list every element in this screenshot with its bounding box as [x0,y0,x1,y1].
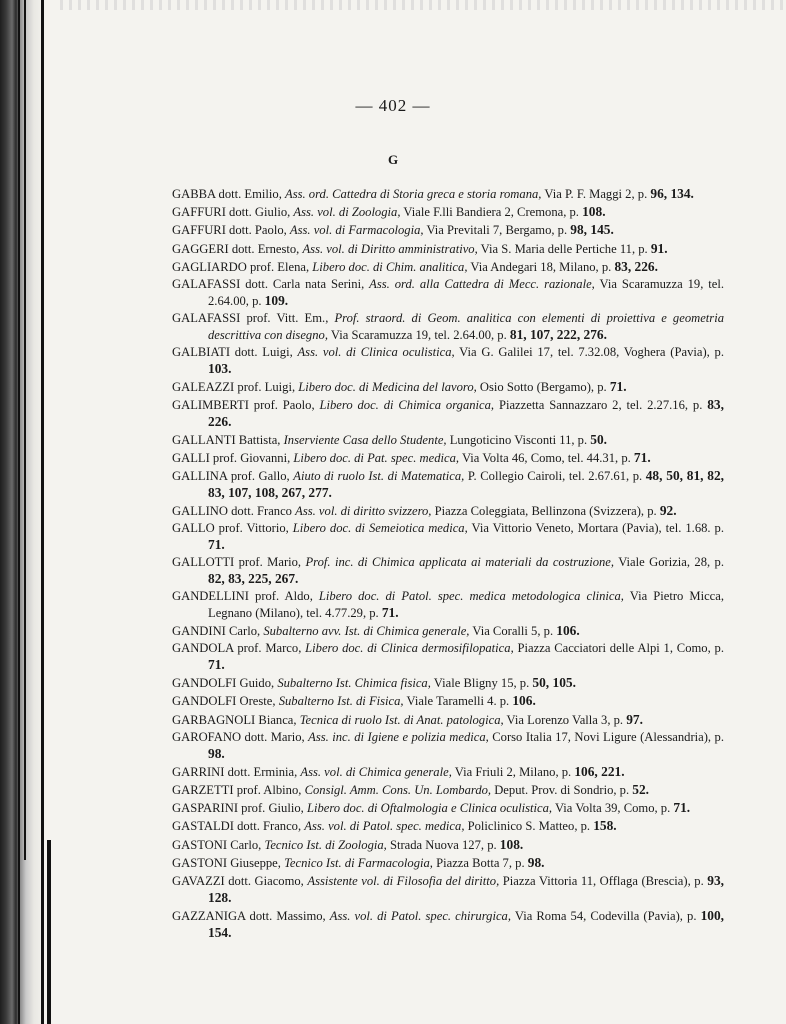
entry-address: Corso Italia 17, Novi Ligure (Alessandria), p. [488,729,724,744]
entry-role: Libero doc. di Patol. spec. medica metodologica clinica, [318,589,624,604]
entry-title: dott. Mario, [241,729,309,744]
entry-address: Piazza Coleggiata, Bellinzona (Svizzera), p. [431,504,660,519]
entry-pages: 158. [593,818,617,834]
entry-name: GALLINA [172,469,228,484]
directory-entry [172,908,724,941]
entry-name: GANDELLINI [172,589,249,604]
entry-role: Libero doc. di Chim. analitica, [312,259,468,274]
entry-name: GAROFANO [172,729,242,744]
entry-address: Via Pietro Micca, Legnano (Milano), tel. 4.77.29, p. [208,589,725,620]
entry-address: P. Collegio Cairoli, tel. 2.67.61, p. [464,469,646,484]
entry-name: GALIMBERTI [172,397,249,412]
entry-pages: 93, 128. [208,872,724,905]
entry-role: Consigl. Amm. Cons. Un. Lombardo, [304,782,492,797]
entry-title: dott. Luigi, [230,344,298,359]
entry-pages: 71. [381,604,399,620]
entry-name: GALBIATI [172,344,231,359]
entry-title: prof. Albino, [233,782,305,797]
entry-name: GASPARINI [172,801,239,816]
entry-title: dott. Carla nata Serini, [240,277,370,292]
directory-entry [172,345,724,377]
directory-entries [172,186,724,943]
entry-name: GAGLIARDO [172,259,247,274]
entry-role: Ass. vol. di Patol. spec. chirurgica, [329,908,511,923]
entry-role: Libero doc. di Pat. spec. medica, [293,451,460,466]
directory-entry [172,503,724,520]
entry-name: GALLINO [172,504,228,519]
entry-address: Piazza Botta 7, p. [432,855,528,870]
entry-address: Via G. Galilei 17, tel. 7.32.08, Voghera (Pavia), p. [454,344,724,359]
entry-pages: 106, 221. [574,763,625,779]
entry-name: GAGGERI [172,241,229,256]
entry-pages: 83, 226. [208,396,724,429]
entry-title: Guido, [236,676,278,691]
entry-name: GANDOLA [172,641,234,656]
directory-entry [172,397,724,430]
entry-role: Ass. vol. di Chimica generale, [300,764,452,779]
entry-pages: 108. [582,204,606,220]
entry-role: Tecnico Ist. di Zoologia, [264,837,387,852]
entry-pages: 91. [650,240,668,256]
entry-title: prof. Aldo, [248,589,319,604]
entry-role: Ass. ord. alla Cattedra di Mecc. razionale, [369,277,595,292]
entry-pages: 50, 105. [532,675,576,691]
entry-name: GARZETTI [172,782,234,797]
entry-address: Viale Gorizia, 28, p. [614,555,724,570]
page-number: — 402 — [355,96,431,115]
entry-title: Bianca, [255,712,300,727]
entry-pages: 81, 107, 222, 276. [509,326,607,342]
entry-title: prof. Giovanni, [209,451,294,466]
entry-address: Osio Sotto (Bergamo), p. [476,379,610,394]
entry-name: GAVAZZI [172,873,225,888]
entry-title: dott. Emilio, [215,187,286,201]
directory-entry [172,379,724,396]
entry-title: prof. Giulio, [238,801,307,816]
entry-title: prof. Mario, [234,555,306,570]
entry-title: Carlo, [225,624,264,639]
entry-name: GASTALDI [172,819,234,834]
directory-entry [172,521,724,553]
directory-entry [172,782,724,799]
directory-entry [172,800,724,817]
entry-address: Piazza Vittoria 11, Offlaga (Brescia), p. [499,873,708,888]
entry-title: dott. Franco, [233,819,305,834]
directory-entry [172,450,724,467]
entry-address: Via Roma 54, Codevilla (Pavia), p. [511,908,701,923]
entry-name: GAZZANIGA [172,908,246,923]
directory-entry [172,855,724,872]
binding-streak [24,0,26,860]
entry-address: Viale Taramelli 4. p. [403,694,513,709]
entry-name: GANDINI [172,624,226,639]
entry-address: Via S. Maria delle Pertiche 11, p. [477,241,651,256]
entry-address: Via Scaramuzza 19, tel. 2.64.00, p. [208,277,724,308]
entry-title: dott. Giulio, [225,205,294,220]
entry-address: Via Andegari 18, Milano, p. [467,259,615,274]
entry-pages: 71. [609,378,627,394]
entry-title: prof. Marco, [233,641,306,656]
entry-address: Piazza Cacciatori delle Alpi 1, Como, p. [513,641,725,656]
entry-name: GAFFURI [172,223,226,238]
entry-address: Via Coralli 5, p. [469,624,557,639]
entry-pages: 106. [512,693,536,709]
entry-name: GANDOLFI [172,694,237,709]
entry-pages: 98. [527,854,545,870]
entry-title: Battista, [235,432,284,447]
entry-address: Via Friuli 2, Milano, p. [451,764,575,779]
entry-role: Libero doc. di Medicina del lavoro, [298,379,477,394]
entry-address: Policlinico S. Matteo, p. [464,819,594,834]
entry-name: GALLOTTI [172,555,235,570]
directory-entry [172,589,724,621]
entry-role: Ass. vol. di Patol. spec. medica, [304,819,465,834]
entry-role: Ass. vol. di Farmacologia, [289,223,424,238]
entry-pages: 92. [659,503,677,519]
entry-title: prof. Vitt. Em., [240,310,335,325]
entry-pages: 71. [208,537,225,553]
entry-name: GASTONI [172,855,228,870]
entry-title: Giuseppe, [227,855,285,870]
directory-entry [172,432,724,449]
entry-address: Viale Bligny 15, p. [430,676,533,691]
directory-entry [172,730,724,762]
directory-entry [172,204,724,221]
entry-role: Aiuto di ruolo Ist. di Matematica, [293,469,465,484]
entry-role: Subalterno avv. Ist. di Chimica generale, [263,624,470,639]
entry-role: Assistente vol. di Filosofia del diritto, [307,873,500,888]
directory-entry [172,186,724,203]
entry-role: Ass. vol. di Zoologia, [293,205,401,220]
directory-entry [172,873,724,906]
directory-entry [172,222,724,239]
directory-entry [172,277,724,309]
entry-pages: 100, 154. [208,907,724,940]
entry-pages: 50. [590,431,608,447]
entry-name: GALAFASSI [172,277,241,292]
entry-pages: 96, 134. [650,186,694,201]
entry-pages: 98. [208,745,225,761]
entry-role: Tecnica di ruolo Ist. di Anat. patologica, [299,712,504,727]
entry-role: Ass. vol. di Diritto amministrativo, [302,241,478,256]
entry-pages: 109. [264,292,289,308]
directory-entry [172,675,724,692]
entry-title: Carlo, [227,837,265,852]
entry-name: GALAFASSI [172,310,241,325]
entry-pages: 108. [499,836,524,852]
entry-name: GASTONI [172,837,228,852]
entry-role: Ass. ord. Cattedra di Storia greca e storia romana, [285,187,542,201]
entry-title: prof. Luigi, [234,379,299,394]
entry-pages: 71. [633,450,651,466]
entry-title: Oreste, [236,694,279,709]
entry-role: Subalterno Ist. di Fisica, [278,694,404,709]
entry-role: Libero doc. di Oftalmologia e Clinica oculistica, [306,801,553,816]
directory-entry [172,311,724,343]
entry-name: GARRINI [172,764,225,779]
directory-entry [172,712,724,729]
directory-entry [172,764,724,781]
entry-address: Via Scaramuzza 19, tel. 2.64.00, p. [327,327,510,342]
directory-entry [172,468,724,501]
entry-address: Via Previtali 7, Bergamo, p. [423,223,571,238]
entry-title: prof. Elena, [246,259,313,274]
entry-title: dott. Massimo, [245,908,330,923]
entry-title: prof. Gallo, [227,469,294,484]
scan-top-noise [60,0,786,10]
directory-entry [172,818,724,835]
entry-pages: 82, 83, 225, 267. [208,570,299,586]
entry-title: dott. Giacomo, [224,873,308,888]
entry-pages: 48, 50, 81, 82, 83, 107, 108, 267, 277. [208,468,725,500]
entry-role: Prof. straord. di Geom. analitica con elementi di proiettiva e geometria descrittiva con disegno, [208,310,725,342]
entry-role: Libero doc. di Semeiotica medica, [292,521,468,536]
section-letter: G [387,152,399,167]
directory-entry [172,241,724,258]
entry-name: GALLANTI [172,432,236,447]
entry-title: dott. Ernesto, [228,241,303,256]
entry-pages: 103. [208,360,232,376]
entry-address: Via Volta 39, Como, p. [552,801,674,816]
directory-entry [172,555,724,587]
entry-role: Prof. inc. di Chimica applicata ai materiali da costruzione, [305,555,615,570]
entry-address: Via P. F. Maggi 2, p. [541,187,651,201]
entry-name: GARBAGNOLI [172,712,256,727]
entry-name: GALLI [172,451,210,466]
entry-address: Piazzetta Sannazzaro 2, tel. 2.27.16, p. [494,397,708,412]
entry-address: Via Vittorio Veneto, Mortara (Pavia), tel. 1.68. p. [467,521,725,536]
directory-entry [172,837,724,854]
entry-role: Ass. vol. di diritto svizzero, [295,504,432,519]
entry-pages: 71. [673,800,691,816]
entry-role: Inserviente Casa dello Studente, [283,432,447,447]
entry-name: GABBA [172,187,216,201]
entry-address: Via Volta 46, Como, tel. 44.31, p. [459,451,634,466]
entry-title: dott. Erminia, [224,764,301,779]
entry-address: Lungoticino Visconti 11, p. [446,432,591,447]
entry-title: prof. Vittorio, [214,521,293,536]
entry-title: dott. Paolo, [225,223,290,238]
directory-entry [172,693,724,710]
entry-role: Libero doc. di Clinica dermosifilopatica, [305,641,514,656]
entry-address: Viale F.lli Bandiera 2, Cremona, p. [400,205,583,220]
entry-pages: 71. [208,656,225,672]
entry-role: Tecnico Ist. di Farmacologia, [284,855,433,870]
entry-title: dott. Franco [227,504,296,519]
entry-address: Strada Nuova 127, p. [386,837,500,852]
entry-pages: 83, 226. [614,258,658,274]
entry-role: Ass. vol. di Clinica oculistica, [297,344,455,359]
entry-pages: 97. [626,711,643,727]
entry-name: GAFFURI [172,205,226,220]
entry-name: GALLO [172,521,215,536]
directory-entry [172,259,724,276]
entry-address: Deput. Prov. di Sondrio, p. [491,782,633,797]
entry-pages: 98, 145. [570,222,614,238]
entry-address: Via Lorenzo Valla 3, p. [503,712,627,727]
directory-entry [172,641,724,673]
entry-role: Libero doc. di Chimica organica, [319,397,495,412]
entry-title: prof. Paolo, [248,397,320,412]
binding-streak [47,840,51,1024]
entry-name: GANDOLFI [172,676,237,691]
entry-pages: 52. [632,781,650,797]
directory-entry [172,623,724,640]
entry-pages: 106. [556,623,580,639]
entry-name: GALEAZZI [172,379,235,394]
entry-role: Subalterno Ist. Chimica fisica, [277,676,431,691]
entry-role: Ass. inc. di Igiene e polizia medica, [308,729,489,744]
